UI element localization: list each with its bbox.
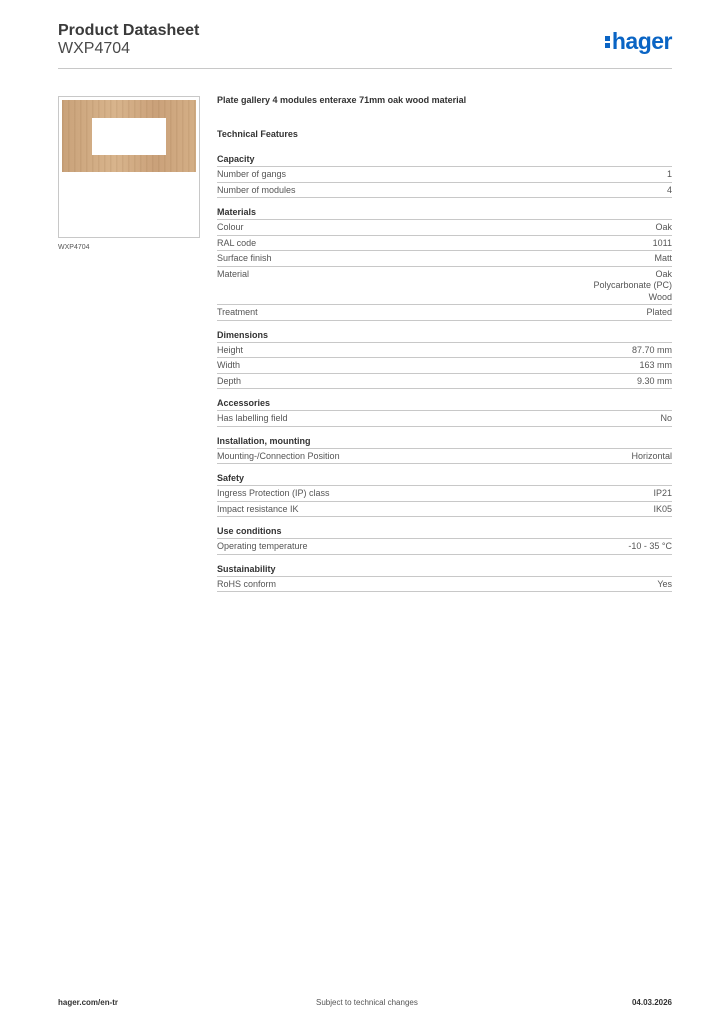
feature-sections (217, 154, 672, 592)
section-materials (217, 207, 672, 321)
spec-row (217, 343, 672, 359)
spec-value-line: 9.30 mm (636, 375, 672, 386)
spec-value (653, 238, 672, 250)
section-sustainability (217, 564, 672, 593)
spec-value-line: Oak (655, 222, 672, 232)
spec-value (628, 541, 672, 553)
spec-value-line: Wood (648, 291, 672, 302)
section-installation-mounting (217, 436, 672, 465)
section-title: Sustainability (217, 564, 672, 577)
spec-label: Impact resistance IK (217, 503, 299, 514)
spec-value-line: IP21 (653, 488, 672, 498)
spec-row (217, 411, 672, 427)
spec-row (217, 577, 672, 593)
spec-value (657, 579, 672, 591)
spec-value-line: 1 (666, 169, 672, 179)
spec-label: Ingress Protection (IP) class (217, 488, 330, 498)
spec-value-line: 87.70 mm (631, 344, 672, 355)
oak-plate-image (62, 100, 196, 172)
product-code: WXP4704 (58, 40, 131, 57)
spec-row (217, 236, 672, 252)
section-use-conditions (217, 526, 672, 555)
spec-label: RoHS conform (217, 578, 277, 589)
logo-text: hager (611, 28, 672, 54)
spec-value (639, 360, 672, 372)
spec-value-line: Matt (654, 253, 672, 263)
spec-value (593, 269, 672, 304)
spec-value (667, 169, 672, 181)
product-image-frame (58, 96, 200, 238)
spec-label: Height (217, 344, 244, 355)
spec-value (660, 413, 672, 425)
section-title: Dimensions (217, 330, 672, 343)
spec-value-line: Yes (657, 578, 672, 589)
spec-label: Number of gangs (217, 169, 287, 179)
spec-value-line: 4 (666, 184, 672, 195)
spec-label: Depth (217, 375, 242, 386)
section-title: Accessories (217, 398, 672, 411)
spec-row (217, 305, 672, 321)
hager-logo (605, 28, 672, 55)
spec-value-line: Polycarbonate (PC) (593, 280, 672, 290)
spec-row (217, 449, 672, 465)
spec-value (646, 307, 672, 319)
section-title: Capacity (217, 154, 672, 167)
spec-label: Operating temperature (217, 541, 308, 551)
spec-value (632, 345, 672, 357)
spec-label: Number of modules (217, 184, 296, 195)
spec-row (217, 486, 672, 502)
spec-value (655, 222, 672, 234)
spec-value-line: Horizontal (631, 450, 672, 461)
datasheet-content (217, 95, 672, 601)
spec-row (217, 220, 672, 236)
page-header (58, 22, 672, 68)
spec-value (653, 488, 672, 500)
spec-value-line: -10 - 35 °C (628, 541, 672, 551)
spec-value (654, 253, 672, 265)
spec-label: Surface finish (217, 253, 272, 263)
product-description: Plate gallery 4 modules enteraxe 71mm oak wood material (217, 95, 467, 105)
header-divider (58, 68, 672, 69)
spec-row (217, 502, 672, 518)
spec-label: Colour (217, 222, 244, 232)
spec-row (217, 167, 672, 183)
footer-notice: Subject to technical changes (316, 998, 418, 1007)
section-title: Installation, mounting (217, 436, 672, 449)
section-safety (217, 473, 672, 517)
spec-row (217, 358, 672, 374)
section-title: Use conditions (217, 526, 672, 539)
spec-label: Material (217, 268, 250, 279)
footer-website: hager.com/en-tr (58, 998, 119, 1007)
spec-row (217, 539, 672, 555)
spec-row (217, 267, 672, 306)
logo-dots-icon (605, 28, 610, 52)
spec-label: Treatment (217, 307, 258, 317)
spec-value (637, 376, 672, 388)
spec-label: Width (217, 360, 241, 370)
section-title: Materials (217, 207, 672, 220)
spec-value-line: No (660, 413, 672, 423)
spec-value (653, 504, 672, 516)
spec-row (217, 251, 672, 267)
spec-value-line: 1011 (652, 237, 672, 248)
spec-label: Has labelling field (217, 413, 288, 423)
spec-label: Mounting-/Connection Position (217, 450, 340, 461)
spec-value-line: 163 mm (639, 360, 672, 370)
technical-features-title: Technical Features (217, 129, 298, 139)
page-title: Product Datasheet (58, 22, 200, 39)
spec-value (631, 451, 672, 463)
spec-label: RAL code (217, 237, 257, 248)
spec-value-line: Oak (655, 268, 672, 279)
section-accessories (217, 398, 672, 427)
spec-row (217, 183, 672, 199)
spec-value-line: Plated (646, 307, 672, 317)
spec-value-line: IK05 (653, 503, 672, 514)
spec-value (667, 185, 672, 197)
plate-module-opening (92, 118, 166, 155)
footer-date: 04.03.2026 (631, 998, 672, 1007)
section-capacity (217, 154, 672, 198)
section-title: Safety (217, 473, 672, 486)
spec-row (217, 374, 672, 390)
section-dimensions (217, 330, 672, 390)
image-caption: WXP4704 (58, 244, 90, 251)
